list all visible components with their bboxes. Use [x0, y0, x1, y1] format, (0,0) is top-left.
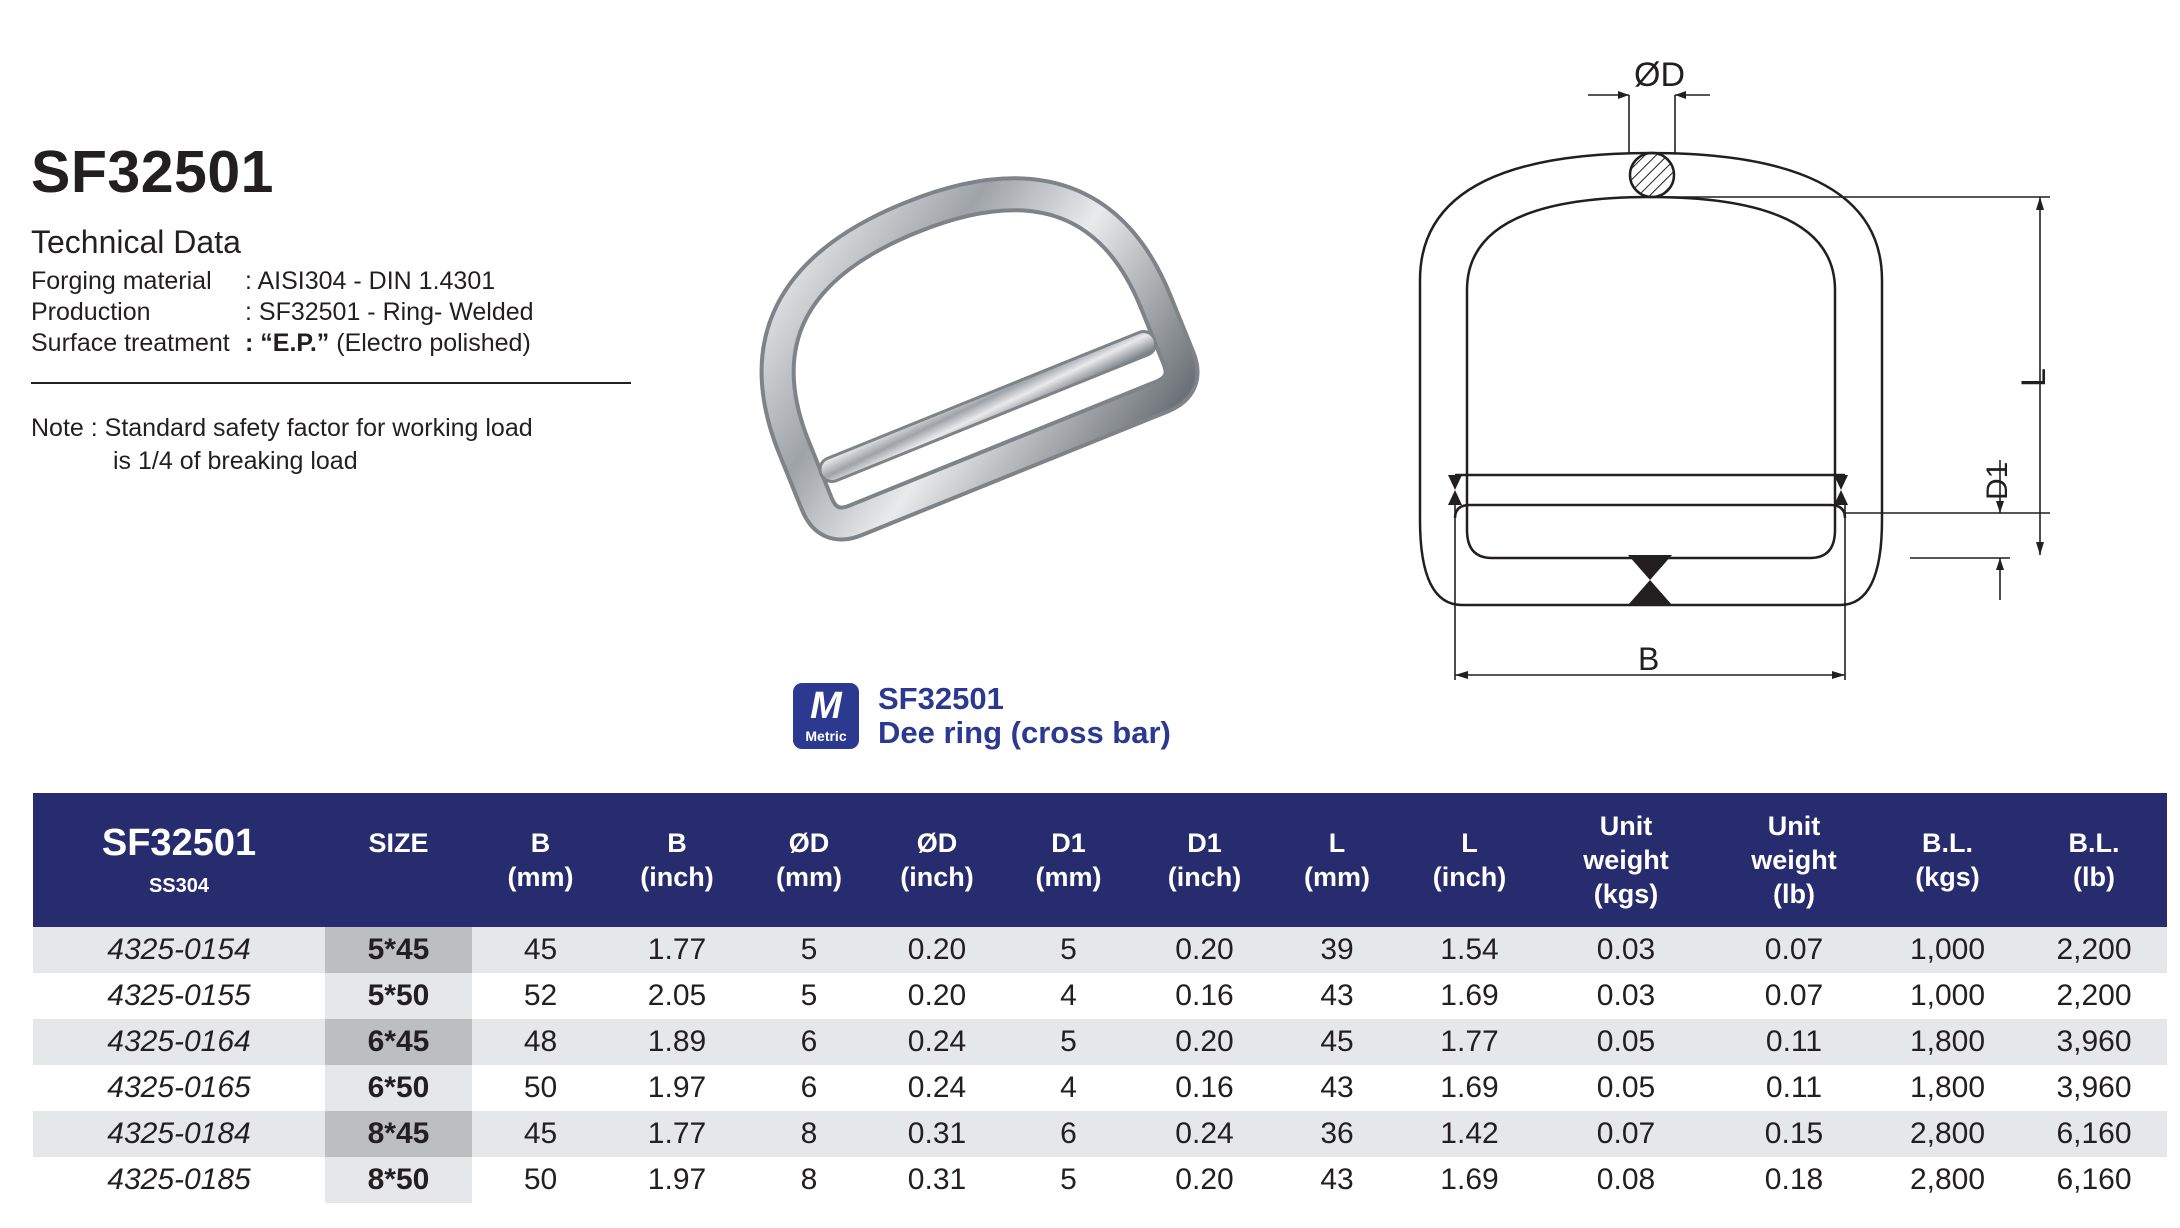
header-bl-kgs — [1874, 793, 2021, 927]
table-cell: 0.03 — [1596, 933, 1656, 966]
table-header-row — [33, 793, 2167, 927]
header-line: D1 — [1187, 828, 1222, 858]
dim-label-l: L — [2015, 368, 2053, 387]
dim-label-b: B — [1638, 641, 1660, 677]
table-cell: 0.20 — [1175, 1163, 1234, 1196]
table-cell: 1.77 — [647, 1117, 707, 1150]
safety-note-line-1: Note : Standard safety factor for working load — [31, 414, 533, 442]
safety-note-line-2: is 1/4 of breaking load — [113, 447, 358, 475]
product-label-code: SF32501 — [878, 681, 1004, 716]
table-cell: 2,200 — [2056, 979, 2132, 1012]
header-line: B — [530, 828, 551, 858]
table-cell: 8 — [800, 1163, 818, 1196]
header-line: Unit — [1599, 811, 1653, 841]
table-cell: 0.31 — [907, 1117, 967, 1150]
table-cell: 1.69 — [1440, 1163, 1499, 1196]
part-number-cell: 4325-0154 — [107, 933, 251, 966]
dee-ring-technical-drawing — [1410, 50, 2090, 700]
header-d1-inch — [1136, 793, 1273, 927]
header-line: D1 — [1051, 828, 1086, 858]
table-cell: 0.20 — [907, 979, 967, 1012]
table-cell: 6 — [800, 1071, 818, 1104]
table-cell: 6 — [1060, 1117, 1077, 1150]
header-l-inch — [1401, 793, 1538, 927]
header-line: weight — [1583, 845, 1669, 875]
metric-badge-letter: M — [810, 685, 842, 727]
table-cell: 1.97 — [647, 1071, 707, 1104]
header-line: (mm) — [776, 862, 842, 892]
table-row — [33, 1019, 2167, 1065]
product-code-title: SF32501 — [31, 139, 274, 205]
table-cell: 45 — [1320, 1025, 1354, 1058]
header-line: weight — [1751, 845, 1837, 875]
table-cell: 0.16 — [1175, 1071, 1234, 1104]
spec-value: : SF32501 - Ring- Welded — [245, 298, 534, 326]
table-material: SS304 — [148, 875, 210, 897]
table-cell: 0.20 — [1175, 933, 1234, 966]
header-line: B.L. — [1922, 828, 1973, 858]
table-cell: 50 — [523, 1163, 558, 1196]
table-cell: 0.18 — [1764, 1163, 1824, 1196]
spec-forging-material — [31, 266, 495, 296]
spec-label: Production — [31, 298, 151, 326]
table-cell: 0.05 — [1596, 1025, 1656, 1058]
table-cell: 0.07 — [1764, 979, 1824, 1012]
header-line: SIZE — [368, 828, 429, 858]
metric-badge-icon — [793, 683, 859, 749]
table-cell: 0.24 — [907, 1071, 967, 1104]
table-cell: 1.77 — [1440, 1025, 1499, 1058]
header-line: (mm) — [1035, 862, 1102, 892]
part-number-cell: 4325-0165 — [107, 1071, 251, 1104]
table-row — [33, 1111, 2167, 1157]
metric-badge-text: Metric — [805, 728, 847, 744]
table-cell: 45 — [523, 1117, 558, 1150]
header-unit-weight-lb — [1714, 793, 1874, 927]
table-cell: 43 — [1320, 1163, 1354, 1196]
table-cell: 3,960 — [2056, 1071, 2132, 1104]
section-divider — [31, 382, 631, 384]
spec-surface-treatment — [31, 328, 531, 358]
part-number-cell: 4325-0184 — [107, 1117, 251, 1150]
table-cell: 0.16 — [1175, 979, 1234, 1012]
header-line: B.L. — [2068, 828, 2120, 858]
table-cell: 1.97 — [647, 1163, 707, 1196]
table-cell: 0.07 — [1596, 1117, 1656, 1150]
table-row — [33, 927, 2167, 973]
table-cell: 8 — [800, 1117, 818, 1150]
table-cell: 1.54 — [1440, 933, 1499, 966]
header-title-cell — [33, 793, 325, 927]
part-number-cell: 4325-0185 — [107, 1163, 251, 1196]
table-cell: 4 — [1060, 979, 1077, 1012]
dim-label-od: ØD — [1634, 56, 1685, 94]
dee-ring-product-image — [720, 135, 1230, 615]
header-line: (lb) — [1773, 879, 1815, 909]
size-cell: 6*45 — [325, 1019, 472, 1065]
table-cell: 1.69 — [1440, 979, 1499, 1012]
header-d1-mm — [1001, 793, 1136, 927]
table-row — [33, 1157, 2167, 1203]
header-line: (inch) — [900, 862, 974, 892]
table-cell: 0.11 — [1765, 1025, 1823, 1058]
header-line: (mm) — [1304, 862, 1370, 892]
size-cell: 5*45 — [325, 927, 472, 973]
dim-label-d1: D1 — [1981, 461, 2014, 500]
table-cell: 6,160 — [2056, 1117, 2132, 1150]
table-cell: 5 — [1060, 1163, 1077, 1196]
table-cell: 1.89 — [647, 1025, 707, 1058]
header-b-mm — [472, 793, 609, 927]
table-cell: 0.20 — [1175, 1025, 1234, 1058]
part-number-cell: 4325-0155 — [107, 979, 251, 1012]
table-cell: 0.15 — [1764, 1117, 1824, 1150]
header-line: (inch) — [1432, 862, 1507, 892]
technical-data-heading: Technical Data — [31, 224, 241, 260]
header-od-inch — [873, 793, 1001, 927]
table-cell: 1.77 — [647, 933, 707, 966]
table-cell: 1,800 — [1909, 1025, 1986, 1058]
header-bl-lb — [2021, 793, 2167, 927]
table-cell: 45 — [523, 933, 558, 966]
header-line: L — [1461, 828, 1478, 858]
table-cell: 36 — [1320, 1117, 1354, 1150]
table-cell: 1,000 — [1909, 933, 1986, 966]
spec-production — [31, 297, 534, 327]
header-line: (inch) — [640, 862, 714, 892]
header-size — [325, 793, 472, 927]
spec-value: (Electro polished) — [329, 329, 531, 357]
spec-label: Surface treatment — [31, 329, 230, 357]
table-cell: 2,800 — [1909, 1117, 1986, 1150]
spec-value-bold: : “E.P.” — [245, 329, 330, 357]
table-cell: 0.05 — [1596, 1071, 1656, 1104]
header-line: L — [1328, 828, 1346, 858]
table-cell: 1.69 — [1440, 1071, 1499, 1104]
table-cell: 5 — [1060, 933, 1077, 966]
table-cell: 1,800 — [1909, 1071, 1986, 1104]
table-cell: 0.03 — [1596, 979, 1656, 1012]
header-line: Unit — [1767, 811, 1821, 841]
size-cell: 6*50 — [325, 1065, 472, 1111]
table-cell: 6 — [800, 1025, 818, 1058]
table-cell: 0.24 — [1175, 1117, 1234, 1150]
product-label-name: Dee ring (cross bar) — [878, 715, 1171, 750]
table-cell: 2.05 — [647, 979, 707, 1012]
header-line: (kgs) — [1915, 862, 1980, 892]
spec-table — [33, 793, 2167, 1203]
table-cell: 4 — [1060, 1071, 1077, 1104]
table-cell: 0.31 — [907, 1163, 967, 1196]
table-cell: 52 — [523, 979, 558, 1012]
table-cell: 1,000 — [1909, 979, 1986, 1012]
table-row — [33, 1065, 2167, 1111]
table-cell: 39 — [1320, 933, 1354, 966]
header-od-mm — [745, 793, 873, 927]
table-cell: 0.20 — [907, 933, 967, 966]
header-line: (lb) — [2073, 862, 2115, 892]
table-cell: 0.08 — [1596, 1163, 1656, 1196]
spec-label: Forging material — [31, 267, 212, 295]
header-line: (mm) — [507, 862, 574, 892]
part-number-cell: 4325-0164 — [107, 1025, 251, 1058]
header-l-mm — [1273, 793, 1401, 927]
table-cell: 5 — [800, 979, 818, 1012]
table-cell: 1.42 — [1440, 1117, 1499, 1150]
table-cell: 2,800 — [1909, 1163, 1986, 1196]
size-cell: 8*45 — [325, 1111, 472, 1157]
table-cell: 43 — [1320, 979, 1354, 1012]
header-line: ØD — [916, 828, 958, 858]
header-unit-weight-kgs — [1538, 793, 1714, 927]
table-cell: 5 — [1060, 1025, 1077, 1058]
table-cell: 3,960 — [2056, 1025, 2132, 1058]
table-cell: 48 — [523, 1025, 558, 1058]
header-line: (inch) — [1167, 862, 1242, 892]
table-cell: 0.11 — [1765, 1071, 1823, 1104]
table-cell: 50 — [523, 1071, 558, 1104]
size-cell: 8*50 — [325, 1157, 472, 1203]
table-cell: 43 — [1320, 1071, 1354, 1104]
header-line: B — [667, 828, 687, 858]
table-row — [33, 973, 2167, 1019]
header-line: (kgs) — [1593, 879, 1659, 909]
table-body — [33, 927, 2167, 1203]
header-line: ØD — [788, 828, 830, 858]
spec-value: : AISI304 - DIN 1.4301 — [245, 267, 496, 295]
table-cell: 0.24 — [907, 1025, 967, 1058]
table-cell: 6,160 — [2056, 1163, 2132, 1196]
table-cell: 0.07 — [1764, 933, 1824, 966]
size-cell: 5*50 — [325, 973, 472, 1019]
table-cell: 2,200 — [2056, 933, 2132, 966]
table-title: SF32501 — [101, 822, 257, 864]
table-cell: 5 — [800, 933, 818, 966]
header-b-inch — [609, 793, 745, 927]
